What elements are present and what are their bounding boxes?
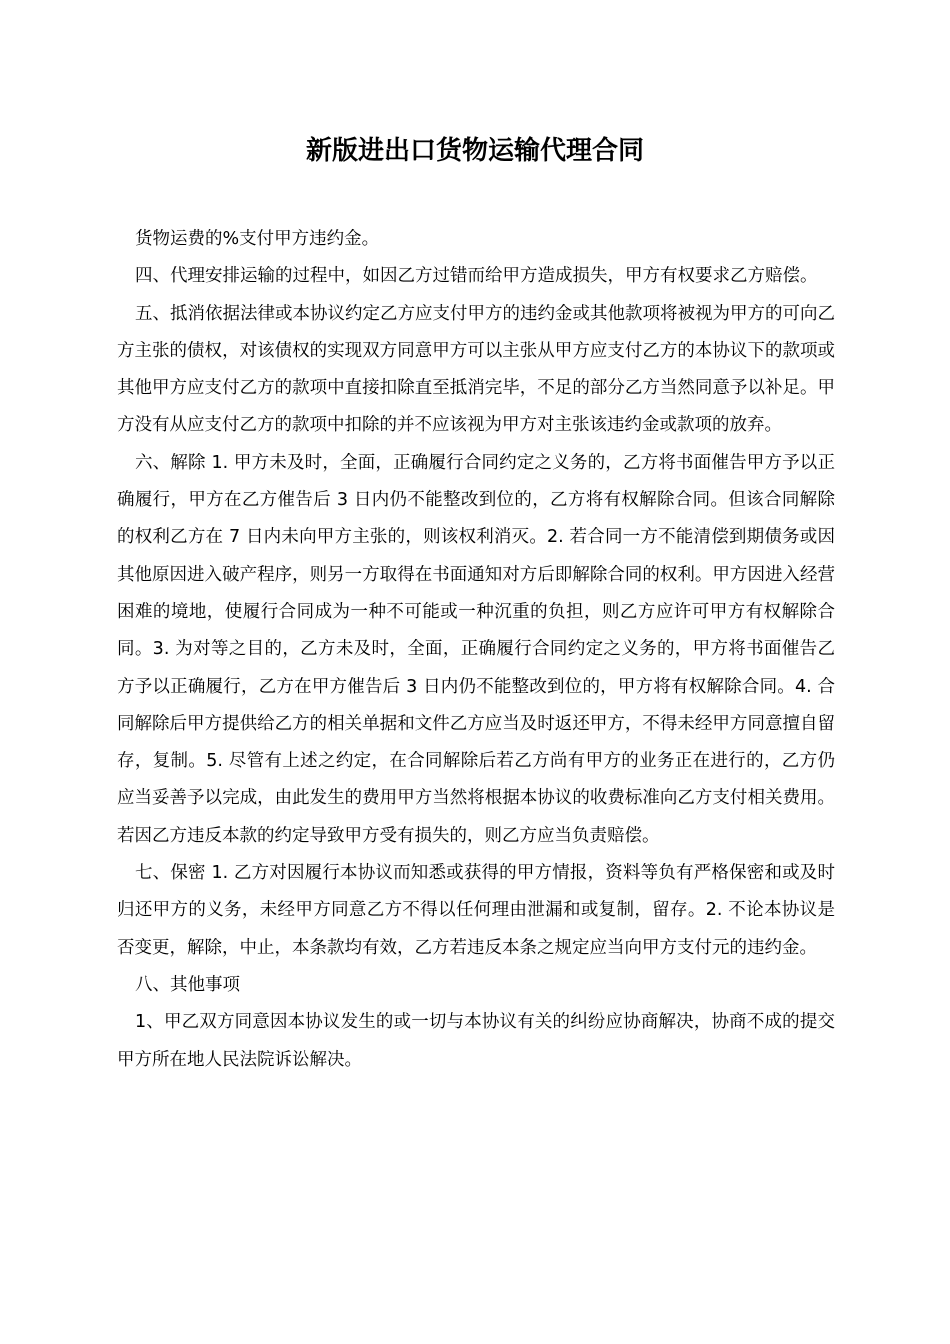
paragraph-section-4-compensation: 四、代理安排运输的过程中，如因乙方过错而给甲方造成损失，甲方有权要求乙方赔偿。 [135,266,818,287]
paragraph-section-8-heading: 八、其他事项 [135,974,240,995]
paragraph-section-7-confidentiality: 七、保密 1. 乙方对因履行本协议而知悉或获得的甲方情报，资料等负有严格保密和或及时归还甲方的义务，未经甲方同意乙方不得以任何理由泄漏和或复制，留存。2. 不论本协议是否变更，解除，中止，本条款均有效，乙方若违反本条之规定应当向甲方支付元的违约金。 [117,863,835,958]
paragraph-section-8-item-1: 1、甲乙双方同意因本协议发生的或一切与本协议有关的纠纷应协商解决，协商不成的提交甲方所在地人民法院诉讼解决。 [117,1012,835,1070]
paragraph-penalty-fee: 货物运费的%支付甲方违约金。 [135,229,380,249]
paragraph-section-5-offset: 五、抵消依据法律或本协议约定乙方应支付甲方的违约金或其他款项将被视为甲方的可向乙方主张的债权，对该债权的实现双方同意甲方可以主张从甲方应支付乙方的本协议下的款项或其他甲方应支付乙方的款项中直接扣除直至抵消完毕，不足的部分乙方当然同意予以补足。甲方没有从应支付乙方的款项中扣除的并不应该视为甲方对主张该违约金或款项的放弃。 [117,303,835,436]
document-body [117,221,835,1079]
paragraph-section-6-termination: 六、解除 1. 甲方未及时，全面，正确履行合同约定之义务的，乙方将书面催告甲方予以正确履行，甲方在乙方催告后 3 日内仍不能整改到位的，乙方将有权解除合同。但该合同解除的权利乙方在 7 日内未向甲方主张的，则该权利消灭。2. 若合同一方不能清偿到期债务或因其他原因进入破产程序，则另一方取得在书面通知对方后即解除合同的权利。甲方因进入经营困难的境地，使履行合同成为一种不可能或一种沉重的负担，则乙方应许可甲方有权解除合同。3. 为对等之目的，乙方未及时，全面，正确履行合同约定之义务的，甲方将书面催告乙方予以正确履行，乙方在甲方催告后 3 日内仍不能整改到位的，甲方将有权解除合同。4. 合同解除后甲方提供给乙方的相关单据和文件乙方应当及时返还甲方，不得未经甲方同意擅自留存，复制。5. 尽管有上述之约定，在合同解除后若乙方尚有甲方的业务正在进行的，乙方仍应当妥善予以完成，由此发生的费用甲方当然将根据本协议的收费标准向乙方支付相关费用。若因乙方违反本款的约定导致甲方受有损失的，则乙方应当负责赔偿。 [117,452,835,846]
document-title: 新版进出口货物运输代理合同 [305,136,644,166]
